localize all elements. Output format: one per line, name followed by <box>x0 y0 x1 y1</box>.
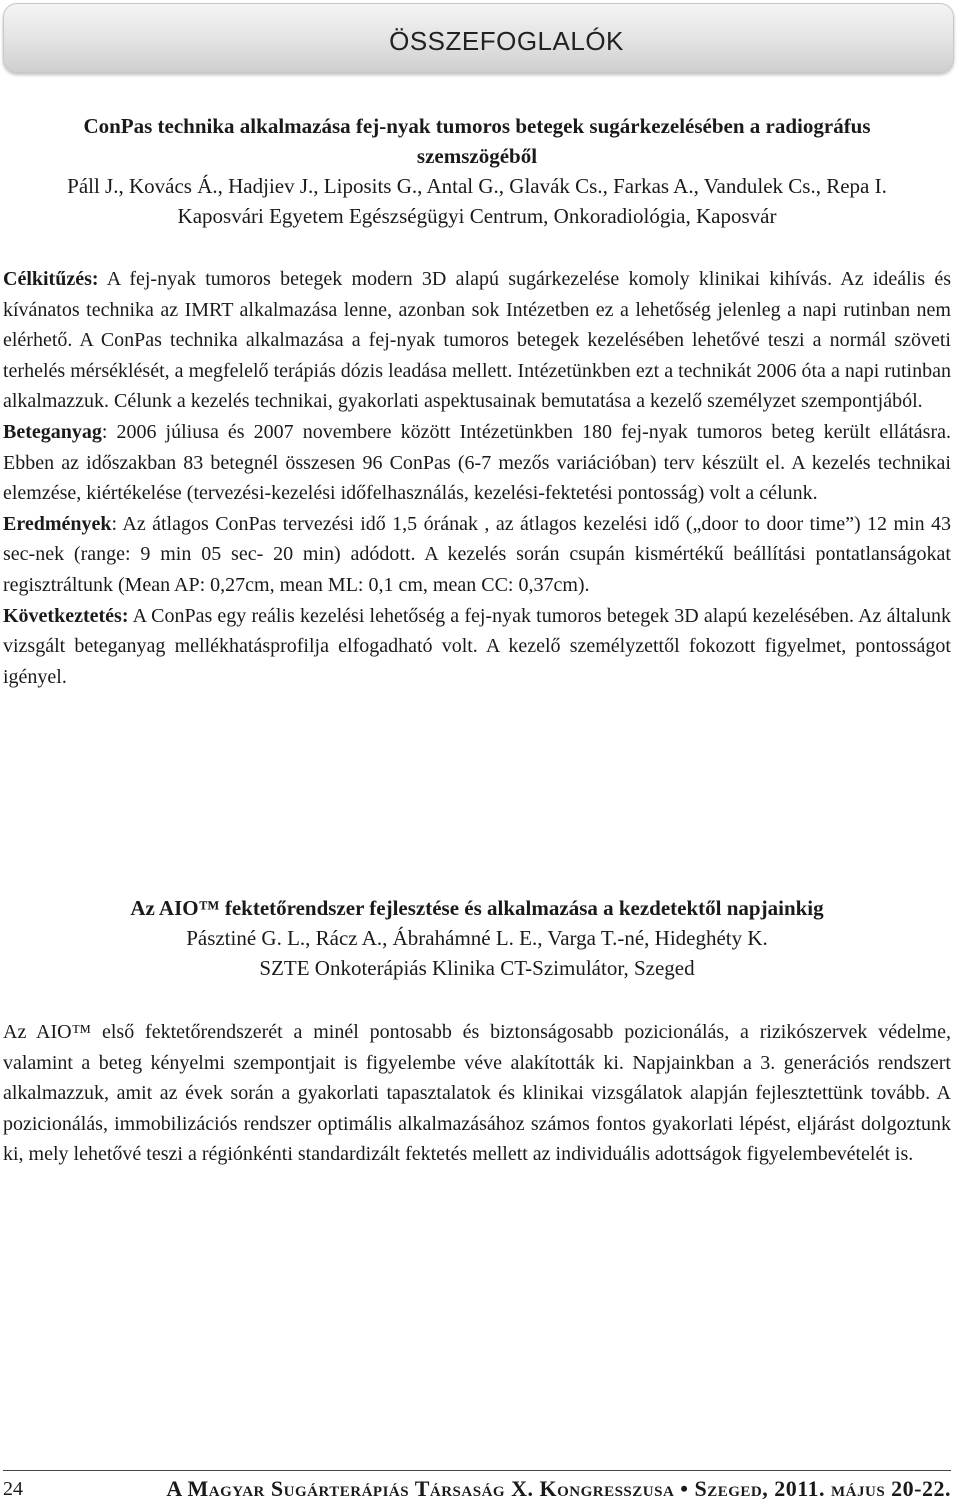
conclusion-text: A ConPas egy reális kezelési lehetőség a fej-nyak tumoros betegek 3D alapú kezelésében. Az általunk vizsgált beteganyag mellékhatásprofilja elfogadható volt. A kezelő személyzettől fokozott figyelmet, pontosságot igényel. <box>3 604 951 688</box>
abstract1-material-paragraph <box>3 417 951 509</box>
footer-divider <box>3 1470 951 1471</box>
page-number: 24 <box>3 1478 23 1500</box>
abstract1-body <box>3 264 951 692</box>
abstract1-header <box>3 111 951 231</box>
abstract1-authors: Páll J., Kovács Á., Hadjiev J., Liposits G., Antal G., Glavák Cs., Farkas A., Vandulek Cs., Repa I. <box>67 174 887 198</box>
abstract2-authors: Pásztiné G. L., Rácz A., Ábrahámné L. E., Varga T.-né, Hideghéty K. <box>186 926 768 950</box>
results-text: : Az átlagos ConPas tervezési idő 1,5 órának , az átlagos kezelési idő („door to door time”) 12 min 43 sec-nek (range: 9 min 05 sec- 20 min) adódott. A kezelés során csupán kismértékű beállítási pontatlanságokat regisztráltunk (Mean AP: 0,27cm, mean ML: 0,1 cm, mean CC: 0,37cm). <box>3 512 951 596</box>
header-title: ÖSSZEFOGLALÓK <box>389 26 624 56</box>
abstract1-aim-paragraph <box>3 264 951 417</box>
abstract2-body <box>3 1017 951 1170</box>
abstract1-results-paragraph <box>3 509 951 601</box>
abstract1-conclusion-paragraph <box>3 601 951 693</box>
abstract1-title-line1: ConPas technika alkalmazása fej-nyak tumoros betegek sugárkezelésében a radiográfus <box>83 114 871 138</box>
header-banner <box>3 3 954 73</box>
aim-text: A fej-nyak tumoros betegek modern 3D alapú sugárkezelése komoly klinikai kihívás. Az ideális és kívánatos technika az IMRT alkalmazása lenne, azonban sok Intézetben ez a lehetőség jelenleg a napi rutinban nem elérhető. A ConPas technika alkalmazása a fej-nyak tumoros betegek kezelésében lehetővé teszi a normál szöveti terhelés mérséklését, a megfelelő terápiás dózis leadása mellett. Intézetünkben ezt a technikát 2006 óta a napi rutinban alkalmazzuk. Célunk a kezelés technikai, gyakorlati aspektusainak bemutatása a kezelő személyzet szempontjából. <box>3 268 951 413</box>
results-label: Eredmények <box>3 512 112 535</box>
footer-conference: A Magyar Sugárterápiás Társaság X. Kongresszusa • Szeged, 2011. május 20-22. <box>166 1476 951 1501</box>
aim-label: Célkitűzés: <box>3 268 99 290</box>
abstract1-title-line2: szemszögéből <box>416 144 538 168</box>
material-label: Beteganyag <box>3 420 102 443</box>
abstract2-title: Az AIO™ fektetőrendszer fejlesztése és alkalmazása a kezdetektől napjainkig <box>130 896 824 920</box>
abstract2-header <box>3 893 951 983</box>
material-text: : 2006 júliusa és 2007 novembere között Intézetünkben 180 fej-nyak tumoros beteg került ellátásra. Ebben az időszakban 83 betegnél összesen 96 ConPas (6-7 mezős variációban) terv készült el. A kezelés technikai elemzése, kiértékelése (tervezési-kezelési időfelhasználás, kezelési-fektetési pontosság) volt a célunk. <box>3 420 951 505</box>
conclusion-label: Következtetés: <box>3 604 129 627</box>
abstract1-affiliation: Kaposvári Egyetem Egészségügyi Centrum, Onkoradiológia, Kaposvár <box>177 204 777 228</box>
abstract2-affiliation: SZTE Onkoterápiás Klinika CT-Szimulátor, Szeged <box>259 956 695 980</box>
abstract2-body-paragraph: Az AIO™ első fektetőrendszerét a minél pontosabb és biztonságosabb pozicionálás, a rizikószervek védelme, valamint a beteg kényelmi szempontjait is figyelembe véve alakították ki. Napjainkban a 3. generációs rendszert alkalmazzuk, amit az évek során a gyakorlati tapasztalatok és klinikai vizsgálatok alapján fejlesztettünk tovább. A pozicionálás, immobilizációs rendszer optimális alkalmazásához számos fontos gyakorlati lépést, eljárást dolgoztunk ki, mely lehetővé teszi a régiónkénti standardizált fektetés mellett az individuális adottságok figyelembevételét is. <box>3 1021 951 1166</box>
